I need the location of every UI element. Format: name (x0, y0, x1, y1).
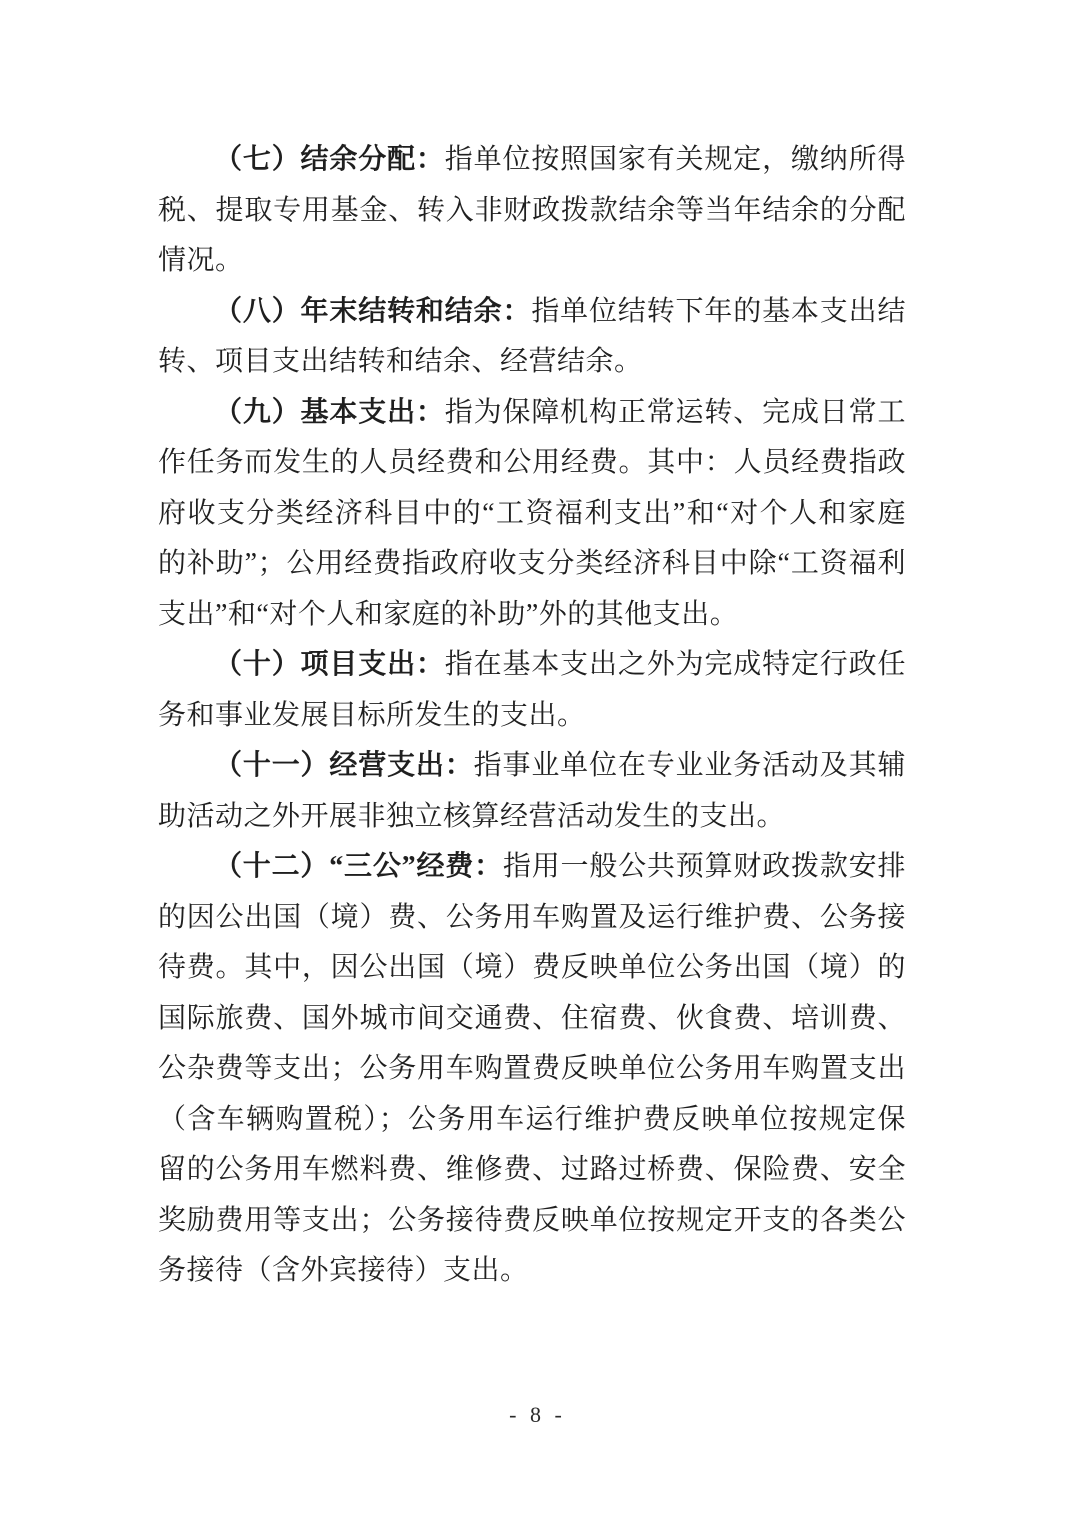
term-label: （十二）“三公”经费： (214, 851, 503, 882)
term-definition: 指在基本支出之外为完成特定行政任务和事业发展目标所发生的支出。 (158, 649, 906, 731)
term-definition: 指单位结转下年的基本支出结转、项目支出结转和结余、经营结余。 (158, 295, 906, 377)
paragraph-surplus-distribution (158, 135, 906, 287)
paragraph-basic-expenditure (158, 388, 906, 641)
term-label: （九）基本支出： (214, 396, 445, 428)
page-number: - 8 - (509, 1402, 566, 1427)
term-label: （十）项目支出： (214, 649, 445, 680)
term-label: （七）结余分配： (214, 144, 445, 175)
term-label: （十一）经营支出： (214, 750, 474, 781)
term-definition: 指为保障机构正常运转、完成日常工作任务而发生的人员经费和公用经费。其中：人员经费指政府收支分类经济科目中的“工资福利支出”和“对个人和家庭的补助”；公用经费指政府收支分类经济科目中除“工资福利支出”和“对个人和家庭的补助”外的其他支出。 (158, 396, 906, 630)
document-body (158, 135, 906, 1297)
term-definition: 指用一般公共预算财政拨款安排的因公出国（境）费、公务用车购置及运行维护费、公务接待费。其中，因公出国（境）费反映单位公务出国（境）的国际旅费、国外城市间交通费、住宿费、伙食费、培训费、公杂费等支出；公务用车购置费反映单位公务用车购置支出（含车辆购置税）；公务用车运行维护费反映单位按规定保留的公务用车燃料费、维修费、过路过桥费、保险费、安全奖励费用等支出；公务接待费反映单位按规定开支的各类公务接待（含外宾接待）支出。 (158, 851, 906, 1286)
term-definition: 指单位按照国家有关规定，缴纳所得税、提取专用基金、转入非财政拨款结余等当年结余的分配情况。 (158, 144, 906, 276)
term-label: （八）年末结转和结余： (214, 295, 532, 327)
paragraph-project-expenditure (158, 640, 906, 741)
paragraph-year-end-carryover (158, 287, 906, 388)
paragraph-operating-expenditure (158, 741, 906, 842)
paragraph-three-public-funds (158, 842, 906, 1297)
term-definition: 指事业单位在专业业务活动及其辅助活动之外开展非独立核算经营活动发生的支出。 (158, 750, 906, 832)
